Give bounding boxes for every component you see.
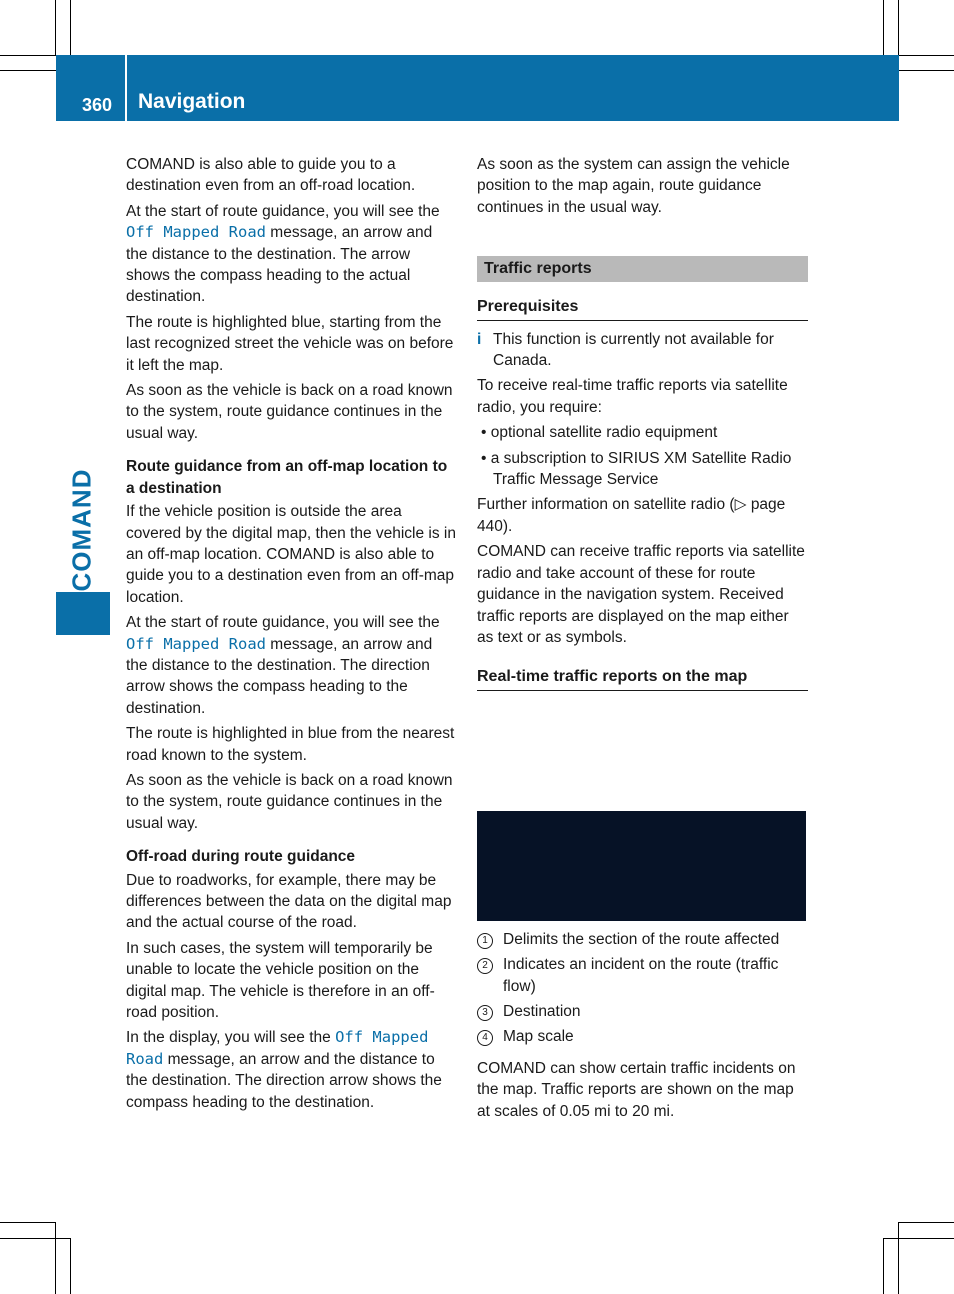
crop-mark <box>70 0 71 55</box>
side-tab-label: COMAND <box>66 468 97 592</box>
crop-mark <box>0 70 56 71</box>
display-message: Off Mapped Road <box>126 634 266 653</box>
paragraph: To receive real-time traffic reports via satellite radio, you require: <box>477 377 788 416</box>
paragraph: In the display, you will see the Off Mapped Road message, an arrow and the distance to the destination. The direction arrow shows the compass heading to the destination. <box>126 1028 442 1111</box>
paragraph: Due to roadworks, for example, there may be differences between the data on the digital map and the actual course of the road. <box>126 871 452 932</box>
crop-mark <box>898 55 954 56</box>
paragraph: As soon as the vehicle is back on a road known to the system, route guidance continues in the usual way. <box>126 771 453 832</box>
paragraph: If the vehicle position is outside the area covered by the digital map, then the vehicle is in an off-map location. COMAND is also able to guide you to a destination even from an off-map location. <box>126 503 456 606</box>
list-item: 3 Destination <box>477 1001 808 1022</box>
list-item: • optional satellite radio equipment <box>481 424 718 442</box>
paragraph: As soon as the system can assign the vehicle position to the map again, route guidance continues in the usual way. <box>477 156 790 216</box>
side-tab-marker <box>56 592 110 635</box>
paragraph: At the start of route guidance, you will see the Off Mapped Road message, an arrow and the distance to the destination. The arrow shows the compass heading to the actual destination. <box>126 202 440 306</box>
paragraph: COMAND can receive traffic reports via satellite radio and take account of these for route guidance in the navigation system. Received traffic reports are displayed on the map either as text or as symbols. <box>477 543 805 646</box>
paragraph: At the start of route guidance, you will see the Off Mapped Road message, an arrow and the distance to the destination. The direction arrow shows the compass heading to the destination. <box>126 614 440 717</box>
section-title: Navigation <box>138 90 246 113</box>
map-heading: Real-time traffic reports on the map <box>477 666 808 690</box>
subheading: Off-road during route guidance <box>126 848 356 866</box>
paragraph: Further information on satellite radio (▷ page 440). <box>477 496 786 535</box>
list-item: 1 Delimits the section of the route affected <box>477 929 808 950</box>
paragraph: The route is highlighted blue, starting from the last recognized street the vehicle was on before it left the map. <box>126 313 454 374</box>
crop-mark <box>0 1222 56 1223</box>
list-item: 4 Map scale <box>477 1026 808 1047</box>
display-message: Off Mapped Road <box>126 1028 429 1068</box>
map-display-image <box>477 811 806 921</box>
crop-mark <box>883 1238 884 1294</box>
crop-mark <box>70 1238 71 1294</box>
paragraph: As soon as the vehicle is back on a road known to the system, route guidance continues in the usual way. <box>126 382 453 442</box>
crop-mark <box>0 1238 71 1239</box>
section-heading: Traffic reports <box>477 256 808 282</box>
callout-number: 2 <box>477 958 493 974</box>
callout-number: 4 <box>477 1030 493 1046</box>
prerequisites-heading: Prerequisites <box>477 296 808 320</box>
paragraph: The route is highlighted in blue from the nearest road known to the system. <box>126 725 455 764</box>
header-divider <box>125 55 127 121</box>
crop-mark <box>883 0 884 55</box>
paragraph: COMAND is also able to guide you to a destination even from an off-road location. <box>126 156 416 195</box>
subheading: Route guidance from an off-map location to a destination <box>126 458 448 497</box>
paragraph: COMAND can show certain traffic incidents on the map. Traffic reports are shown on the map at scales of 0.05 mi to 20 mi. <box>477 1059 796 1120</box>
crop-mark <box>883 1238 954 1239</box>
crop-mark <box>0 55 56 56</box>
crop-mark <box>898 1222 954 1223</box>
display-message: Off Mapped Road <box>126 223 266 242</box>
callout-number: 1 <box>477 933 493 949</box>
crop-mark <box>898 70 954 71</box>
crop-mark <box>898 0 899 55</box>
page-number: 360 <box>82 95 113 115</box>
crop-mark <box>55 0 56 55</box>
left-column <box>126 154 458 1117</box>
callout-number: 3 <box>477 1005 493 1021</box>
crop-mark <box>55 1222 56 1294</box>
info-icon: i <box>477 330 482 348</box>
crop-mark <box>898 1222 899 1294</box>
list-item: • a subscription to SIRIUS XM Satellite Radio Traffic Message Service <box>481 449 792 489</box>
requirements-list <box>477 422 808 490</box>
info-note: i This function is currently not available for Canada. <box>477 330 774 370</box>
list-item: 2 Indicates an incident on the route (traffic flow) <box>477 954 808 997</box>
callout-list <box>477 929 808 1048</box>
paragraph: In such cases, the system will temporarily be unable to locate the vehicle position on the digital map. The vehicle is therefore in an off-road position. <box>126 939 435 1022</box>
right-column <box>477 154 808 1126</box>
